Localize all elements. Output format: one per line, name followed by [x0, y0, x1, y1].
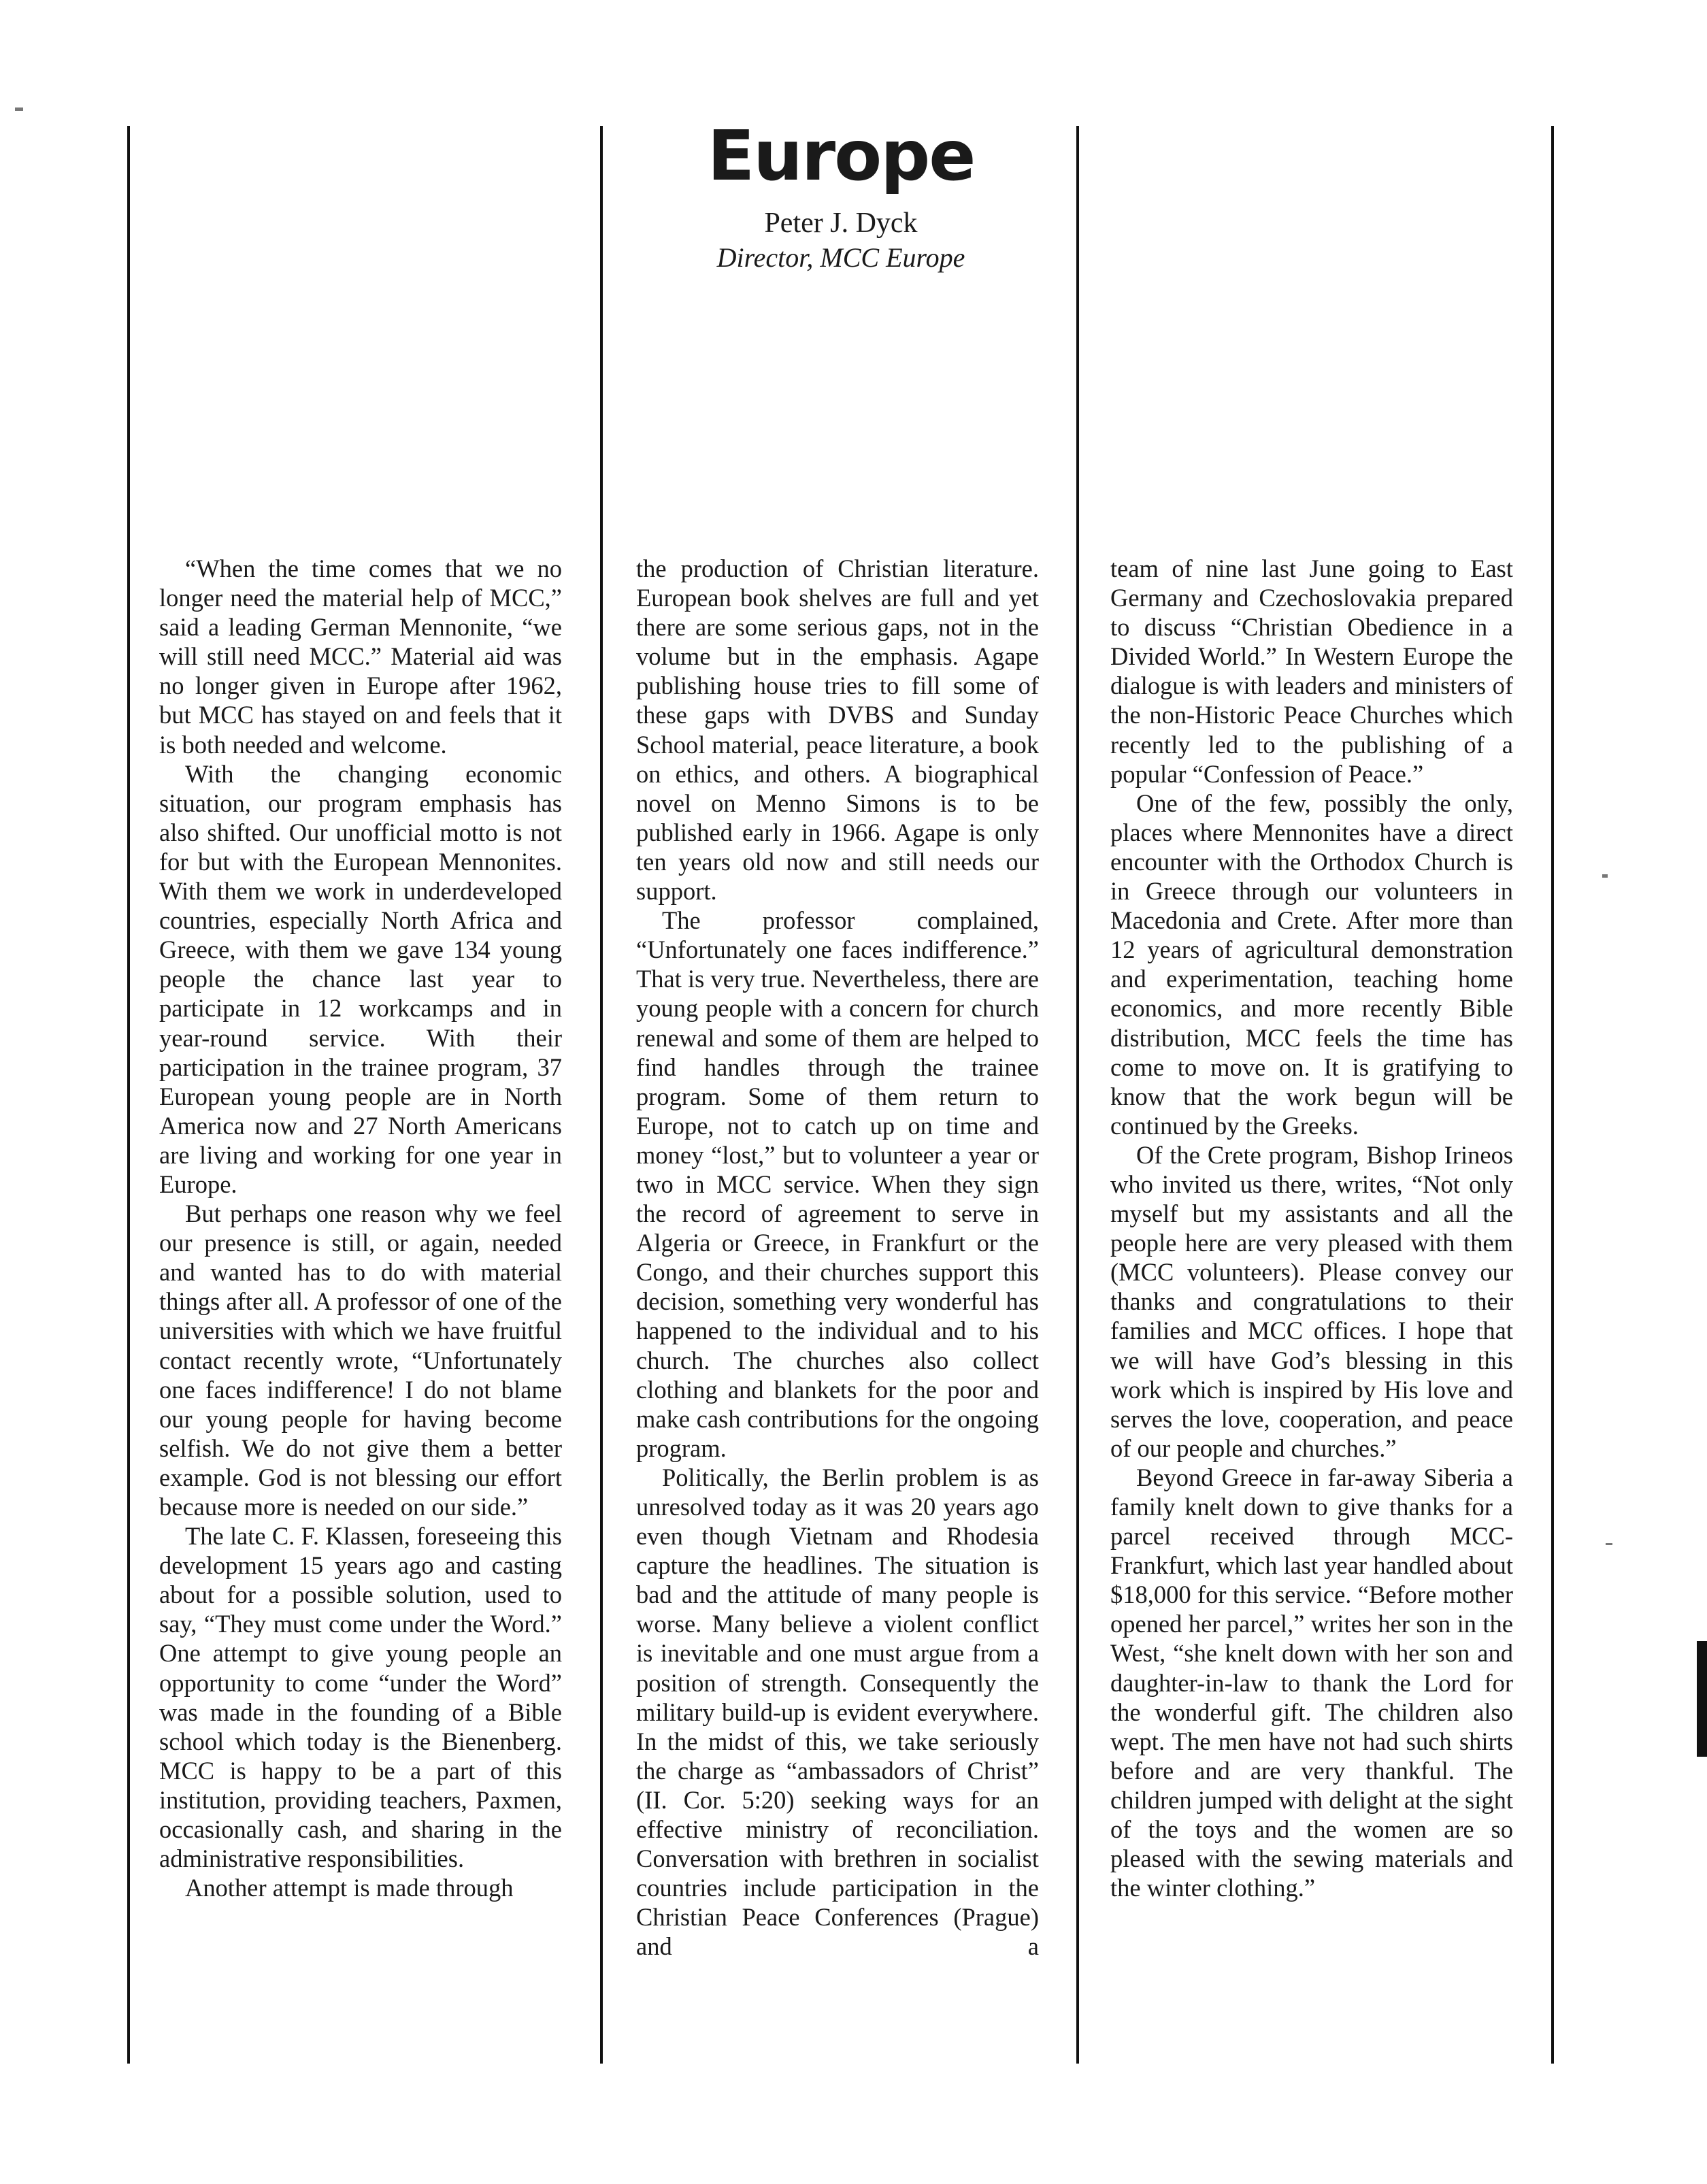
scan-speck: [15, 107, 23, 111]
paragraph: The late C. F. Klassen, foreseeing this development 15 years ago and casting about for a possible solution, used to say, “They must come under the Word.” One attempt to give young people an opportunity to come “under the Word” was made in the founding of a Bible school which today is the Bienenberg. MCC is happy to be a part of this institution, providing teachers, Paxmen, occasionally cash, and sharing in the administrative responsibilities.: [159, 1522, 562, 1873]
paragraph: Beyond Greece in far-away Siberia a family knelt down to give thanks for a parcel received through MCC-Frankfurt, which last year handled about $18,000 for this service. “Before mother opened her parcel,” writes her son in the West, “she knelt down with her son and daughter-in-law to thank the Lord for the wonderful gift. The children also wept. The men have not had such shirts before and are very thankful. The children jumped with delight at the sight of the toys and the women are so pleased with the sewing materials and the winter clothing.”: [1110, 1463, 1514, 1902]
text-column-1: [159, 554, 562, 1902]
article-title: Europe: [707, 116, 975, 197]
column-rule-right: [1551, 126, 1554, 2064]
paragraph: With the changing economic situation, our program emphasis has also shifted. Our unofficial motto is not for but with the European Mennonites. With them we work in underdeveloped countries, especially North Africa and Greece, with them we gave 134 young people the chance last year to participate in 12 workcamps and in year-round service. With their participation in the trainee program, 37 European young people are in North America now and 27 North Americans are living and working for one year in Europe.: [159, 759, 562, 1198]
paragraph: One of the few, possibly the only, places where Mennonites have a direct encounter with the Orthodox Church is in Greece through our volunteers in Macedonia and Crete. After more than 12 years of agricultural demonstration and experimentation, teaching home economics, and more recently Bible distribution, MCC feels the time has come to move on. It is gratifying to know that the work begun will be continued by the Greeks.: [1110, 789, 1513, 1140]
author-name: Peter J. Dyck: [764, 208, 918, 239]
scan-speck: [1606, 1543, 1612, 1545]
article-header: [606, 116, 1076, 275]
paragraph: “When the time comes that we no longer need the material help of MCC,” said a leading German Mennonite, “we will still need MCC.” Material aid was no longer given in Europe after 1962, but MCC has stayed on and feels that it is both needed and welcome.: [159, 555, 562, 759]
text-column-3: [1110, 554, 1513, 1902]
scan-edge-mark: [1697, 1641, 1707, 1757]
text-column-2: [636, 554, 1039, 1962]
paragraph: Another attempt is made through: [185, 1874, 514, 1902]
paragraph: Politically, the Berlin problem is as unresolved today as it was 20 years ago even though Vietnam and Rhodesia capture the headlines. The situation is bad and the attitude of many people is worse. Many believe a violent conflict is inevitable and one must argue from a position of strength. Consequently the military build-up is evident everywhere. In the midst of this, we take seriously the charge as “ambassadors of Christ” (II. Cor. 5:20) seeking ways for an effective ministry of reconciliation. Conversation with brethren in socialist countries include participation in the Christian Peace Conferences (Prague) and a: [636, 1463, 1039, 1961]
paragraph: team of nine last June going to East Germany and Czechoslovakia prepared to discuss “Christian Obedience in a Divided World.” In Western Europe the dialogue is with leaders and ministers of the non-Historic Peace Churches which recently led to the publishing of a popular “Confession of Peace.”: [1110, 555, 1513, 788]
paragraph: the production of Christian literature. European book shelves are full and yet there are some serious gaps, not in the volume but in the emphasis. Agape publishing house tries to fill some of these gaps with DVBS and Sunday School material, peace literature, a book on ethics, and others. A biographical novel on Menno Simons is to be published early in 1966. Agape is only ten years old now and still needs our support.: [636, 555, 1039, 906]
paragraph: But perhaps one reason why we feel our presence is still, or again, needed and wanted has to do with material things after all. A professor of one of the universities with which we have fruitful contact recently wrote, “Unfortunately one faces indifference! I do not blame our young people for having become selfish. We do not give them a better example. God is not blessing our effort because more is needed on our side.”: [159, 1199, 562, 1521]
author-role: Director, MCC Europe: [716, 242, 965, 273]
column-rule-center-right: [1076, 126, 1079, 2064]
paragraph: Of the Crete program, Bishop Irineos who invited us there, writes, “Not only myself but my assistants and all the people here are very pleased with them (MCC volunteers). Please convey our thanks and congratulations to their families and MCC offices. I hope that we will have God’s blessing in this work which is inspired by His love and serves the love, cooperation, and peace of our people and churches.”: [1110, 1140, 1513, 1462]
paragraph: The professor complained, “Unfortunately one faces indifference.” That is very true. Nevertheless, there are young people with a concern for church renewal and some of them are helped to find handles through the trainee program. Some of them return to Europe, not to catch up on time and money “lost,” but to volunteer a year or two in MCC service. When they sign the record of agreement to serve in Algeria or Greece, in Frankfurt or the Congo, and their churches support this decision, something very wonderful has happened to the individual and to his church. The churches also collect clothing and blankets for the poor and make cash contributions for the ongoing program.: [636, 906, 1039, 1462]
column-rule-center-left: [600, 126, 603, 2064]
scan-speck: [1602, 874, 1608, 878]
column-rule-left: [127, 126, 130, 2064]
